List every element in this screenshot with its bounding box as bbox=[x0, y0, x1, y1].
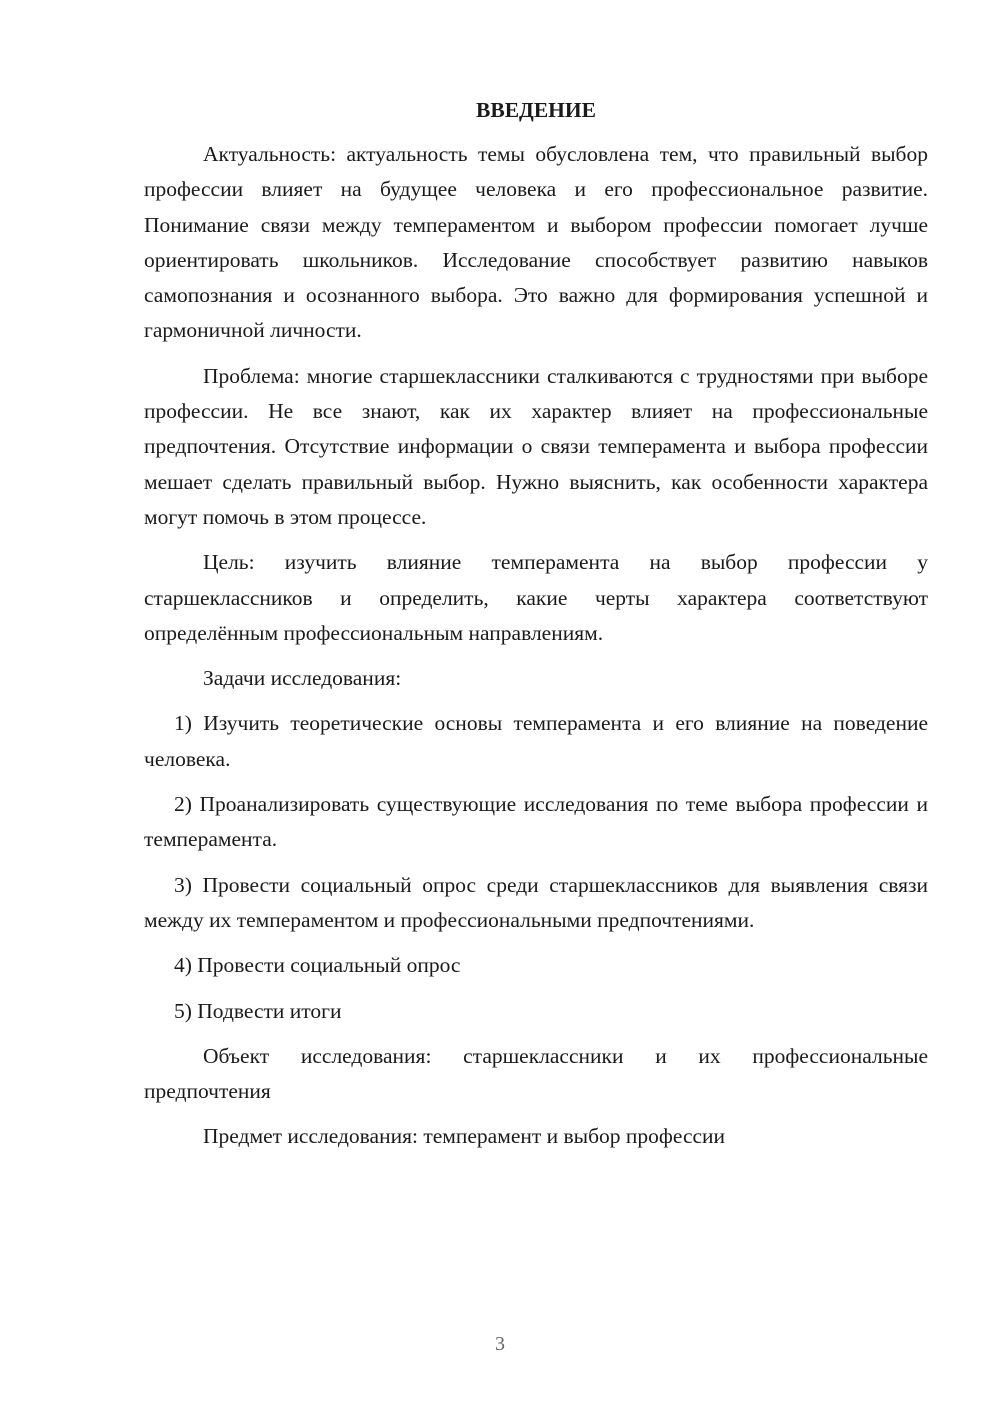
goal-paragraph: Цель: изучить влияние темперамента на выбор профессии у старшеклассников и определить, какие черты характера соответствуют определённым профессиональным направлениям. bbox=[144, 550, 928, 645]
page-title: ВВЕДЕНИЕ bbox=[476, 98, 596, 122]
subject-paragraph: Предмет исследования: темперамент и выбор профессии bbox=[203, 1124, 726, 1149]
task-item: 2) Проанализировать существующие исследования по теме выбора профессии и темперамента. bbox=[144, 792, 928, 852]
task-item: 5) Подвести итоги bbox=[174, 998, 342, 1023]
task-item: 1) Изучить теоретические основы темперамента и его влияние на поведение человека. bbox=[144, 711, 928, 771]
page-number: 3 bbox=[495, 1333, 505, 1355]
problem-paragraph: Проблема: многие старшеклассники сталкиваются с трудностями при выборе профессии. Не все знают, как их характер влияет на профессиональные предпочтения. Отсутствие информации о связи темперамента и выбора профессии мешает сделать правильный выбор. Нужно выяснить, как особенности характера могут помочь в этом процессе. bbox=[144, 363, 928, 529]
page-content bbox=[144, 94, 928, 1155]
relevance-paragraph: Актуальность: актуальность темы обусловлена тем, что правильный выбор профессии влияет на будущее человека и его профессиональное развитие. Понимание связи между темпераментом и выбором профессии помогает лучше ориентировать школьников. Исследование способствует развитию навыков самопознания и осознанного выбора. Это важно для формирования успешной и гармоничной личности. bbox=[144, 142, 928, 343]
object-paragraph: Объект исследования: старшеклассники и их профессиональные предпочтения bbox=[144, 1043, 928, 1104]
tasks-list bbox=[144, 706, 928, 1028]
task-item: 3) Провести социальный опрос среди старшеклассников для выявления связи между их темпераментом и профессиональными предпочтениями. bbox=[144, 872, 928, 932]
task-item: 4) Провести социальный опрос bbox=[174, 953, 461, 978]
tasks-heading: Задачи исследования: bbox=[203, 666, 402, 691]
